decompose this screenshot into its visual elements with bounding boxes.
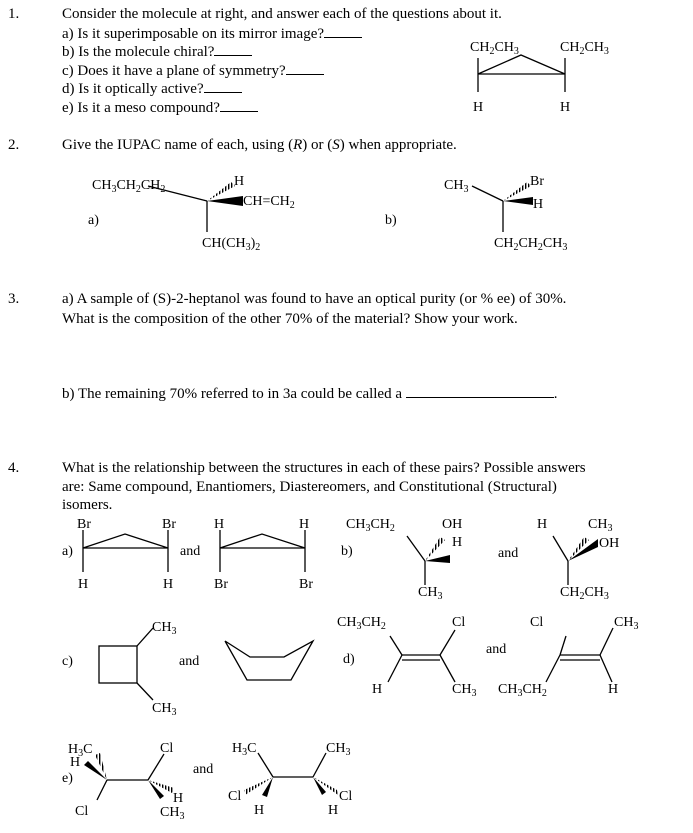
svg-text:CH2CH3: $CH_2CH_3$ [470, 40, 519, 57]
svg-text:CH3CH2: $CH_3CH_2$ [346, 517, 395, 534]
svg-text:H: H [70, 755, 81, 770]
svg-text:CH3CH2: $CH_3CH_2$ [337, 615, 386, 632]
question-4-line3: isomers. [62, 497, 113, 513]
svg-text:CH3: $CH_3$ [588, 517, 613, 534]
svg-text:H: H [234, 174, 245, 189]
svg-text:Br: Br [214, 577, 228, 592]
svg-text:and: and [180, 544, 201, 559]
svg-text:and: and [193, 762, 214, 777]
svg-text:Br: Br [77, 517, 91, 532]
svg-text:CH3: $CH_3$ [418, 585, 443, 602]
svg-text:OH: OH [599, 536, 620, 551]
svg-text:CH3: $CH_3$ [326, 741, 351, 758]
question-1-number: 1. [8, 6, 20, 22]
question-4-line2: are: Same compound, Enantiomers, Diastereomers, and Constitutional (Structural) [62, 479, 557, 495]
svg-text:CH3: $CH_3$ [614, 615, 639, 632]
svg-text:CH2CH3: $CH_2CH_3$ [560, 40, 609, 57]
svg-text:a): a) [62, 544, 73, 559]
svg-text:CH3: $CH_3$ [152, 701, 177, 718]
question-3a-line1: a) A sample of (S)-2-heptanol was found to have an optical purity (or % ee) of 30%. [62, 291, 567, 307]
svg-text:CH2CH3: $CH_2CH_3$ [560, 585, 609, 602]
question-3-number: 3. [8, 291, 20, 307]
svg-text:CH3CH2CH2: $CH_3CH_2CH_2$ [92, 178, 166, 195]
svg-text:e): e) [62, 771, 73, 786]
svg-text:H3C: $H_3C$ [232, 741, 257, 758]
svg-text:b): b) [341, 544, 353, 559]
svg-text:H: H [608, 682, 619, 697]
svg-text:b): b) [385, 213, 397, 228]
svg-text:Cl: Cl [228, 789, 242, 804]
svg-text:H: H [533, 197, 544, 212]
svg-text:CH3: $CH_3$ [452, 682, 477, 699]
svg-text:H: H [537, 517, 548, 532]
svg-text:H: H [299, 517, 310, 532]
question-2-number: 2. [8, 137, 20, 153]
svg-text:CH2CH2CH3: $CH_2CH_2CH_3$ [494, 236, 568, 253]
q2a-label: a) [88, 213, 99, 228]
svg-text:c): c) [62, 654, 73, 669]
question-1a: a) Is it superimposable on its mirror image? [62, 25, 362, 43]
svg-text:and: and [498, 546, 519, 561]
svg-text:H3C: $H_3C$ [68, 742, 93, 759]
svg-text:Br: Br [530, 174, 544, 189]
question-1-stem: Consider the molecule at right, and answer each of the questions about it. [62, 6, 502, 22]
svg-text:H: H [328, 803, 339, 818]
question-1e: e) Is it a meso compound? [62, 99, 258, 117]
q1-cyclopropane [478, 55, 565, 92]
svg-text:CH3CH2: $CH_3CH_2$ [498, 682, 547, 699]
question-1d: d) Is it optically active? [62, 80, 242, 98]
question-1b: b) Is the molecule chiral? [62, 43, 252, 61]
svg-text:H: H [372, 682, 383, 697]
svg-text:Cl: Cl [339, 789, 353, 804]
svg-text:CH3: $CH_3$ [160, 805, 185, 822]
svg-text:CH3: $CH_3$ [152, 620, 177, 637]
svg-text:d): d) [343, 652, 355, 667]
svg-text:and: and [486, 642, 507, 657]
svg-text:CH(CH3)2: $CH(CH_3)_2$ [202, 236, 261, 253]
question-4-number: 4. [8, 460, 20, 476]
question-4-line1: What is the relationship between the structures in each of these pairs? Possible answers [62, 460, 586, 476]
question-1c: c) Does it have a plane of symmetry? [62, 62, 324, 80]
question-3a-line2: What is the composition of the other 70% of the material? Show your work. [62, 311, 518, 327]
svg-text:Cl: Cl [530, 615, 544, 630]
svg-text:and: and [179, 654, 200, 669]
question-2-stem: Give the IUPAC name of each, using (R) or (S) when appropriate. [62, 137, 457, 153]
svg-text:CH3: $CH_3$ [444, 178, 469, 195]
svg-text:H: H [452, 535, 463, 550]
question-3b: b) The remaining 70% referred to in 3a could be called a . [62, 386, 558, 402]
svg-text:CH=CH2: $CH=CH_2$ [243, 194, 295, 211]
svg-text:Br: Br [162, 517, 176, 532]
svg-text:H: H [254, 803, 265, 818]
svg-text:Br: Br [299, 577, 313, 592]
svg-text:Cl: Cl [75, 804, 89, 819]
svg-text:OH: OH [442, 517, 463, 532]
svg-text:H: H [214, 517, 225, 532]
svg-text:Cl: Cl [160, 741, 174, 756]
svg-text:H: H [560, 100, 571, 115]
svg-text:H: H [78, 577, 89, 592]
svg-text:H: H [163, 577, 174, 592]
svg-text:H: H [473, 100, 484, 115]
svg-text:H: H [173, 791, 184, 806]
svg-text:Cl: Cl [452, 615, 466, 630]
